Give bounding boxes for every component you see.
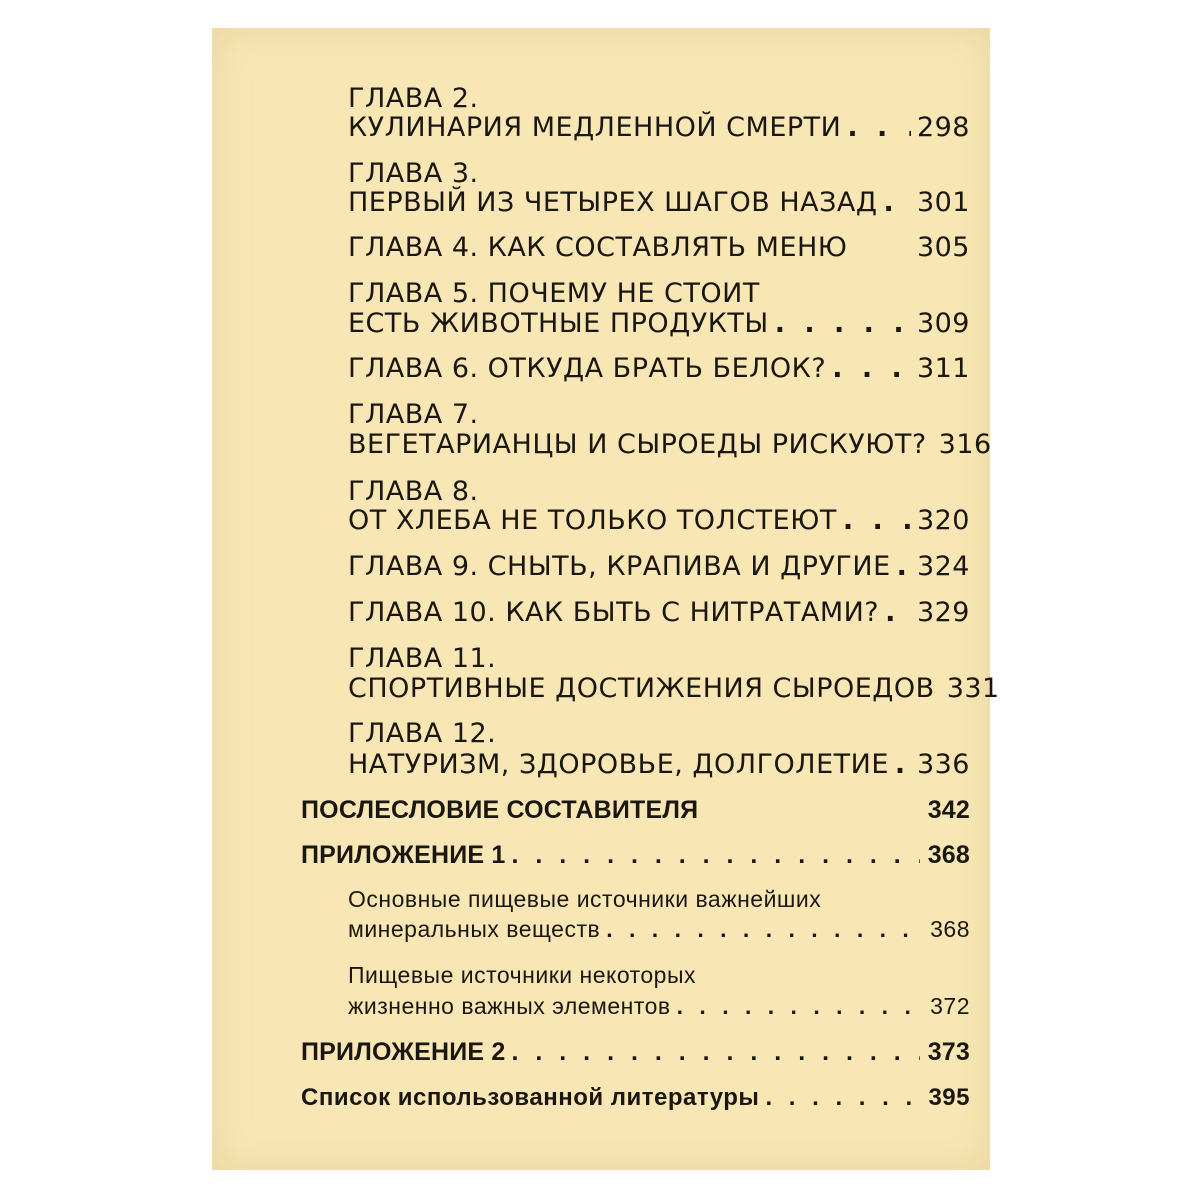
entry-title: ГЛАВА 10. КАК БЫТЬ С НИТРАТАМИ? [348, 597, 880, 628]
toc-entry-chapter-9 [348, 551, 970, 582]
toc-entry-appendix-2 [301, 1038, 970, 1067]
leader-dots [895, 749, 911, 780]
page-number: 311 [916, 353, 970, 384]
toc-entry-chapter-7 [348, 429, 992, 460]
leader-dots [677, 993, 920, 1020]
entry-title: ПРИЛОЖЕНИЕ 2 [301, 1038, 506, 1066]
leader-dots [606, 916, 920, 943]
entry-title: минеральных веществ [348, 916, 601, 942]
toc-entry-appendix-1a [348, 916, 970, 943]
entry-title: ГЛАВА 9. СНЫТЬ, КРАПИВА И ДРУГИЕ [348, 551, 891, 582]
leader-dots [765, 1084, 920, 1112]
chapter-11-heading: ГЛАВА 11. [348, 643, 497, 674]
page-number: 316 [938, 429, 992, 460]
page-number: 395 [928, 1084, 970, 1111]
page-number: 305 [916, 232, 970, 263]
toc-entry-chapter-3 [348, 187, 970, 218]
toc-entry-chapter-6 [348, 353, 970, 384]
toc-entry-chapter-10 [348, 597, 970, 628]
toc-entry-chapter-5 [348, 308, 970, 339]
page-number: 336 [916, 749, 970, 780]
toc-entry-appendix-1 [301, 841, 970, 870]
entry-title: ПОСЛЕСЛОВИЕ СОСТАВИТЕЛЯ [301, 796, 699, 824]
entry-title: Список использованной литературы [301, 1084, 760, 1111]
leader-dots [847, 112, 911, 143]
chapter-2-heading: ГЛАВА 2. [348, 83, 479, 114]
page-number: 331 [946, 673, 1000, 704]
entry-title: ГЛАВА 6. ОТКУДА БРАТЬ БЕЛОК? [348, 353, 827, 384]
chapter-3-heading: ГЛАВА 3. [348, 158, 479, 189]
chapter-5-heading: ГЛАВА 5. ПОЧЕМУ НЕ СТОИТ [348, 278, 760, 309]
leader-dots [883, 187, 910, 218]
entry-title: СПОРТИВНЫЕ ДОСТИЖЕНИЯ СЫРОЕДОВ [348, 673, 935, 704]
chapter-8-heading: ГЛАВА 8. [348, 476, 479, 507]
chapter-12-heading: ГЛАВА 12. [348, 718, 497, 749]
page-number: 342 [927, 796, 970, 824]
page-number: 324 [916, 551, 970, 582]
entry-title: НАТУРИЗМ, ЗДОРОВЬЕ, ДОЛГОЛЕТИЕ [348, 749, 889, 780]
page-number: 368 [930, 916, 970, 942]
entry-title: ПРИЛОЖЕНИЕ 1 [301, 841, 506, 869]
page-number: 301 [916, 187, 970, 218]
toc-entry-appendix-1b [348, 993, 970, 1020]
leader-dots [512, 1038, 921, 1067]
entry-title: ОТ ХЛЕБА НЕ ТОЛЬКО ТОЛСТЕЮТ [348, 505, 837, 536]
page-number: 320 [916, 505, 970, 536]
leader-dots [843, 505, 911, 536]
toc-entry-chapter-11 [348, 673, 1000, 704]
entry-title: ЕСТЬ ЖИВОТНЫЕ ПРОДУКТЫ [348, 308, 769, 339]
chapter-7-heading: ГЛАВА 7. [348, 399, 479, 430]
page-number: 298 [916, 112, 970, 143]
leader-dots [512, 841, 921, 870]
entry-title: ПЕРВЫЙ ИЗ ЧЕТЫРЕХ ШАГОВ НАЗАД [348, 187, 878, 218]
page-number: 372 [930, 993, 970, 1019]
entry-title: ВЕГЕТАРИАНЦЫ И СЫРОЕДЫ РИСКУЮТ? [348, 429, 927, 460]
leader-dots [885, 597, 911, 628]
appendix-1a-heading: Основные пищевые источники важнейших [348, 886, 822, 912]
page-number: 329 [916, 597, 970, 628]
toc-entry-chapter-8 [348, 505, 970, 536]
entry-title: жизненно важных элементов [348, 993, 671, 1019]
toc-entry-afterword [301, 796, 970, 825]
toc-entry-literature [301, 1084, 970, 1112]
toc-entry-chapter-12 [348, 749, 970, 780]
toc-entry-chapter-2 [348, 112, 970, 143]
entry-title: КУЛИНАРИЯ МЕДЛЕННОЙ СМЕРТИ [348, 112, 842, 143]
appendix-1b-heading: Пищевые источники некоторых [348, 962, 696, 988]
leader-dots [897, 551, 911, 582]
page-number: 373 [927, 1038, 970, 1066]
leader-dots [832, 353, 911, 384]
toc-entry-chapter-4 [348, 232, 970, 263]
leader-dots [775, 308, 911, 339]
page-number: 309 [916, 308, 970, 339]
entry-title: ГЛАВА 4. КАК СОСТАВЛЯТЬ МЕНЮ [348, 232, 848, 263]
page-number: 368 [927, 841, 970, 869]
